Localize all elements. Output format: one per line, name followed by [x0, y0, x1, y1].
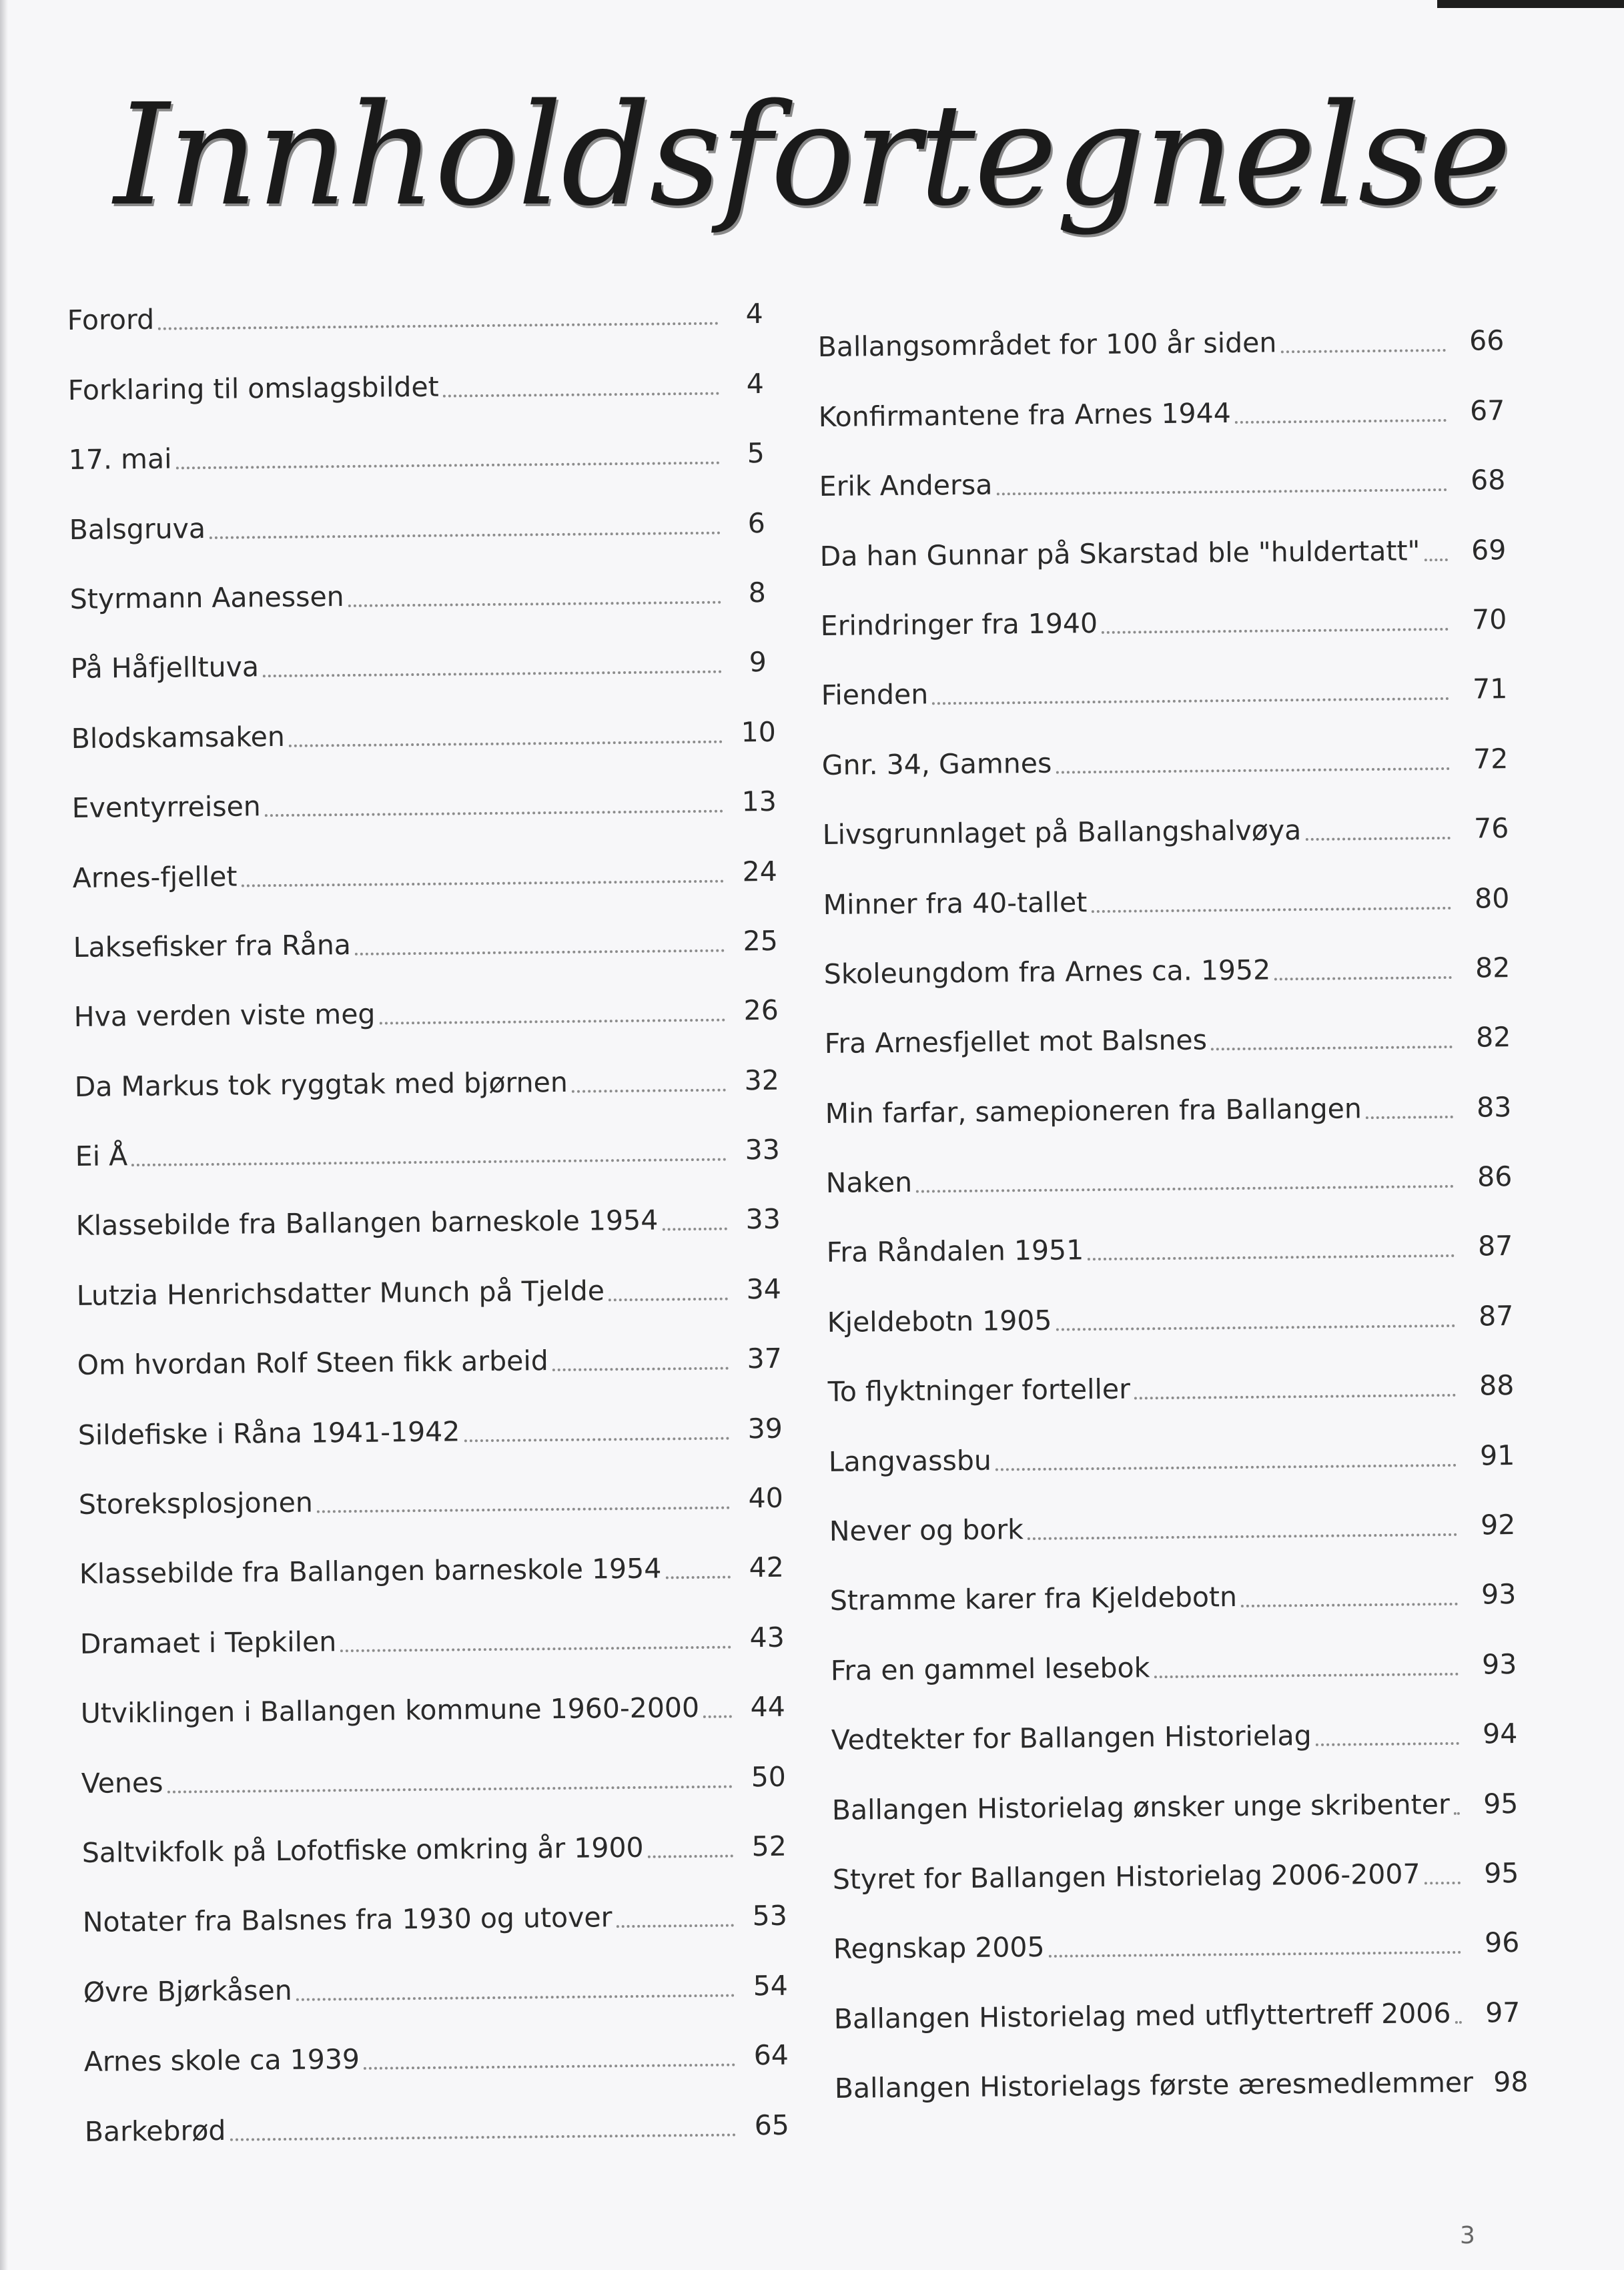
toc-entry — [818, 356, 1519, 432]
toc-entry-title: Lutzia Henrichsdatter Munch på Tjelde — [76, 1274, 605, 1312]
toc-entry-title: Klassebilde fra Ballangen barneskole 1954 — [75, 1204, 659, 1242]
dot-leader — [131, 1158, 727, 1167]
toc-entry-title: 17. mai — [68, 442, 172, 476]
toc-entry-page: 94 — [1482, 1718, 1518, 1750]
toc-entry-title: Fra Råndalen 1951 — [826, 1234, 1084, 1269]
toc-entry-title: Never og bork — [829, 1513, 1024, 1547]
toc-entry — [74, 1026, 789, 1103]
dot-leader — [317, 1507, 730, 1513]
dot-leader — [665, 1576, 731, 1579]
toc-entry — [84, 2071, 799, 2148]
toc-entry-page: 50 — [751, 1760, 787, 1793]
dot-leader — [1211, 1046, 1453, 1050]
toc-entry-page: 33 — [745, 1203, 781, 1236]
toc-entry — [827, 1332, 1529, 1408]
toc-entry-title: Fra Arnesfjellet mot Balsnes — [824, 1024, 1208, 1060]
toc-entry-title: Hva verden viste meg — [73, 998, 376, 1034]
toc-entry-page: 97 — [1485, 1996, 1521, 2029]
toc-entry — [831, 1680, 1532, 1756]
toc-entry — [83, 1932, 797, 2008]
dot-leader — [1056, 767, 1449, 774]
toc-entry-page: 24 — [742, 855, 778, 887]
toc-entry-page: 68 — [1470, 464, 1506, 496]
toc-entry — [76, 1235, 791, 1312]
toc-entry-title: Venes — [81, 1766, 163, 1800]
dot-leader — [1088, 1254, 1455, 1260]
toc-entry-title: Notater fra Balsnes fra 1930 og utover — [82, 1901, 613, 1939]
dot-leader — [1455, 2021, 1462, 2024]
toc-entry-title: Fra en gammel lesebok — [830, 1651, 1150, 1687]
toc-entry-title: Arnes skole ca 1939 — [83, 2043, 360, 2078]
toc-entry-title: Min farfar, samepioneren fra Ballangen — [825, 1092, 1362, 1130]
toc-entry — [73, 957, 788, 1034]
toc-entry-title: Dramaet i Tepkilen — [79, 1625, 337, 1660]
toc-entry — [67, 330, 782, 406]
toc-entry-title: Forord — [67, 304, 155, 337]
dot-leader — [1366, 1116, 1453, 1119]
toc-entry — [67, 260, 781, 337]
toc-entry-title: Regnskap 2005 — [833, 1931, 1045, 1966]
toc-entry-page: 87 — [1477, 1230, 1513, 1263]
dot-leader — [296, 1994, 735, 2000]
toc-entry-title: Stramme karer fra Kjeldebotn — [829, 1581, 1238, 1617]
toc-entry — [822, 775, 1523, 851]
toc-entry-page: 5 — [747, 437, 765, 470]
toc-entry-page: 33 — [745, 1133, 781, 1166]
dot-leader — [348, 601, 721, 607]
toc-entry — [72, 817, 787, 894]
dot-leader — [648, 1855, 733, 1858]
toc-entry — [75, 1096, 789, 1172]
toc-entry-page: 70 — [1471, 603, 1507, 636]
toc-entry-title: Balsgruva — [69, 512, 206, 546]
dot-leader — [210, 531, 721, 538]
toc-entry-title: Kjeldebotn 1905 — [827, 1304, 1052, 1339]
toc-entry-page: 8 — [748, 576, 767, 609]
toc-entry — [821, 635, 1522, 711]
toc-entry — [73, 887, 787, 964]
toc-entry-title: Blodskamsaken — [71, 720, 286, 755]
toc-entry — [81, 1723, 795, 1800]
toc-entry-page: 69 — [1471, 533, 1507, 566]
dot-leader — [263, 671, 722, 678]
toc-entry — [820, 565, 1521, 641]
toc-entry-title: Naken — [825, 1166, 913, 1200]
toc-entry-title: Ei Å — [75, 1140, 128, 1173]
toc-entry-page: 66 — [1469, 324, 1505, 358]
toc-entry-page: 71 — [1472, 673, 1508, 705]
toc-entry — [825, 1123, 1527, 1199]
toc-entry-page: 96 — [1484, 1926, 1520, 1959]
dot-leader — [265, 810, 723, 817]
toc-entry-page: 95 — [1483, 1857, 1519, 1890]
toc-entry-page: 86 — [1477, 1160, 1513, 1193]
toc-entry-title: Skoleungdom fra Arnes ca. 1952 — [823, 954, 1271, 990]
toc-entry — [830, 1610, 1531, 1686]
toc-entry — [825, 1053, 1526, 1129]
toc-entry-title: På Håfjelltuva — [70, 651, 260, 685]
toc-entry-title: To flyktninger forteller — [827, 1373, 1131, 1409]
toc-entry-page: 25 — [743, 924, 779, 958]
toc-entry-title: Fienden — [821, 678, 929, 712]
toc-entry — [829, 1541, 1531, 1617]
dot-leader — [242, 879, 724, 887]
toc-entry — [71, 747, 786, 824]
toc-entry — [823, 913, 1525, 990]
toc-entry-page: 26 — [743, 994, 779, 1027]
toc-entry — [79, 1583, 794, 1660]
toc-entry — [69, 469, 783, 546]
dot-leader — [1280, 349, 1445, 353]
toc-entry-page: 43 — [749, 1621, 785, 1654]
toc-entry — [71, 678, 785, 755]
toc-entry — [75, 1166, 790, 1242]
toc-entry-title: Ballangen Historielag ønsker unge skribenter — [831, 1788, 1451, 1826]
page-top-edge — [1437, 0, 1624, 8]
toc-entry — [832, 1819, 1533, 1895]
dot-leader — [1134, 1394, 1456, 1400]
toc-entry-page: 9 — [749, 646, 767, 679]
dot-leader — [995, 1464, 1457, 1471]
toc-entry — [79, 1514, 793, 1591]
toc-entry-title: Da han Gunnar på Skarstad ble "huldertatt" — [819, 534, 1420, 573]
toc-entry — [831, 1750, 1533, 1826]
toc-entry-title: Ballangen Historielags første æresmedlemmer — [834, 2066, 1474, 2105]
toc-entry-page: 4 — [746, 367, 765, 400]
toc-entry-page: 91 — [1479, 1439, 1515, 1472]
toc-entry-page: 13 — [741, 785, 777, 818]
toc-entry-title: Arnes-fjellet — [72, 860, 238, 894]
toc-entry-title: Minner fra 40-tallet — [823, 885, 1088, 921]
toc-entry — [824, 984, 1525, 1060]
dot-leader — [916, 1185, 1454, 1193]
toc-entry-page: 82 — [1475, 951, 1511, 984]
dot-leader — [340, 1645, 731, 1652]
toc-entry — [70, 609, 785, 685]
toc-entry-title: Styrmann Aanessen — [69, 580, 344, 615]
toc-entry-title: Saltvikfolk på Lofotfiske omkring år 1900 — [81, 1831, 644, 1869]
page-left-edge — [0, 0, 8, 2270]
toc-entry — [77, 1375, 792, 1451]
toc-entry — [823, 844, 1524, 920]
toc-entry-title: Eventyrreisen — [71, 790, 262, 825]
toc-entry-title: Erik Andersa — [819, 468, 993, 503]
toc-entry-page: 67 — [1469, 394, 1505, 427]
dot-leader — [617, 1924, 734, 1928]
dot-leader — [932, 697, 1449, 705]
dot-leader — [1102, 628, 1449, 634]
toc-entry — [829, 1471, 1530, 1547]
toc-left-column — [67, 260, 799, 2148]
dot-leader — [1454, 1812, 1460, 1814]
toc-entry — [77, 1305, 791, 1382]
toc-entry-title: Ballangen Historielag med utflyttertreff 2006 — [833, 1996, 1451, 2035]
toc-entry-title: Da Markus tok ryggtak med bjørnen — [74, 1066, 568, 1103]
toc-entry-page: 54 — [753, 1969, 789, 2002]
toc-entry-page: 6 — [747, 506, 766, 539]
toc-entry-page: 53 — [752, 1900, 788, 1932]
toc-entry-title: Laksefisker fra Råna — [73, 928, 352, 964]
toc-entry-page: 44 — [750, 1690, 786, 1724]
toc-entry-title: Styret for Ballangen Historielag 2006-2007 — [832, 1858, 1420, 1896]
dot-leader — [176, 462, 720, 470]
toc-entry — [80, 1653, 795, 1730]
toc-entry — [833, 1958, 1535, 2034]
toc-entry-page: 10 — [741, 715, 777, 749]
toc-entry — [817, 287, 1519, 363]
page-number: 3 — [1460, 2222, 1475, 2249]
toc-entry-title: Barkebrød — [84, 2114, 226, 2148]
toc-entry-title: Vedtekter for Ballangen Historielag — [831, 1720, 1312, 1757]
toc-entry — [83, 2001, 798, 2078]
dot-leader — [1154, 1673, 1458, 1678]
toc-entry-page: 76 — [1473, 812, 1509, 845]
toc-entry-title: Sildefiske i Råna 1941-1942 — [77, 1415, 460, 1451]
dot-leader — [1425, 1882, 1461, 1885]
toc-entry-title: Forklaring til omslagsbildet — [67, 370, 439, 406]
toc-entry-title: Erindringer fra 1940 — [820, 607, 1098, 642]
dot-leader — [158, 322, 719, 330]
toc-entry — [827, 1262, 1528, 1338]
toc-entry-page: 83 — [1476, 1090, 1512, 1124]
toc-entry-page: 95 — [1483, 1787, 1519, 1820]
dot-leader — [355, 949, 725, 955]
toc-entry-title: Klassebilde fra Ballangen barneskole 1954 — [79, 1552, 662, 1591]
page-title: Innholdsfortegnelse — [113, 73, 1511, 237]
dot-leader — [1235, 419, 1447, 424]
toc-entry-page: 52 — [751, 1830, 787, 1863]
dot-leader — [1028, 1533, 1457, 1540]
toc-entry-page: 72 — [1473, 742, 1509, 775]
toc-entry — [68, 400, 783, 476]
toc-entry-page: 64 — [753, 2038, 789, 2072]
toc-entry-title: Konfirmantene fra Arnes 1944 — [818, 396, 1232, 433]
toc-entry-page: 93 — [1481, 1578, 1517, 1611]
toc-entry-page: 82 — [1475, 1021, 1511, 1054]
toc-right-column — [817, 287, 1535, 2105]
dot-leader — [552, 1367, 729, 1372]
dot-leader — [662, 1228, 727, 1231]
dot-leader — [167, 1785, 733, 1793]
toc-entry — [821, 705, 1523, 781]
toc-entry — [819, 496, 1521, 572]
toc-entry-page: 40 — [748, 1481, 784, 1515]
dot-leader — [572, 1088, 726, 1092]
dot-leader — [1091, 906, 1451, 912]
dot-leader — [996, 488, 1447, 495]
toc-entry-title: Ballangsområdet for 100 år siden — [817, 326, 1277, 364]
toc-entry-page: 32 — [744, 1064, 780, 1096]
toc-entry-title: Livsgrunnlaget på Ballangshalvøya — [822, 814, 1302, 851]
dot-leader — [289, 740, 723, 747]
dot-leader — [443, 392, 719, 397]
toc-entry — [819, 426, 1520, 502]
dot-leader — [1049, 1951, 1461, 1958]
dot-leader — [1316, 1742, 1459, 1746]
toc-entry — [81, 1792, 796, 1869]
toc-entry — [833, 1889, 1534, 1965]
dot-leader — [230, 2133, 736, 2141]
dot-leader — [1241, 1603, 1458, 1607]
dot-leader — [364, 2064, 735, 2070]
toc-entry-page: 88 — [1479, 1369, 1515, 1402]
toc-entry — [78, 1444, 793, 1521]
toc-entry-page: 39 — [747, 1412, 783, 1445]
toc-entry — [826, 1192, 1527, 1268]
toc-entry — [82, 1862, 797, 1939]
dot-leader — [1056, 1325, 1455, 1331]
toc-entry-page: 87 — [1478, 1299, 1514, 1333]
toc-entry-title: Storeksplosjonen — [78, 1486, 314, 1521]
toc-entry-page: 80 — [1474, 881, 1510, 915]
toc-entry-page: 65 — [754, 2109, 790, 2141]
toc-entry-page: 42 — [749, 1551, 785, 1584]
toc-entry-title: Langvassbu — [828, 1444, 992, 1478]
dot-leader — [1274, 976, 1452, 981]
dot-leader — [464, 1437, 729, 1442]
toc-entry-title: Gnr. 34, Gamnes — [821, 747, 1052, 781]
toc-entry-page: 92 — [1480, 1509, 1516, 1541]
toc-entry — [834, 2028, 1535, 2105]
toc-entry-page: 98 — [1493, 2066, 1529, 2099]
toc-entry — [828, 1401, 1529, 1477]
toc-entry-page: 4 — [745, 298, 764, 330]
toc-entry-page: 93 — [1481, 1647, 1517, 1681]
toc-entry-title: Øvre Bjørkåsen — [83, 1974, 292, 2008]
toc-entry-page: 37 — [747, 1343, 783, 1375]
dot-leader — [1305, 837, 1450, 841]
toc-entry — [69, 538, 784, 615]
toc-entry-page: 34 — [746, 1272, 782, 1306]
dot-leader — [608, 1297, 728, 1301]
toc-entry-title: Utviklingen i Ballangen kommune 1960-2000 — [80, 1691, 700, 1730]
dot-leader — [380, 1019, 725, 1025]
dot-leader — [703, 1716, 732, 1718]
toc-entry-title: Om hvordan Rolf Steen fikk arbeid — [77, 1345, 549, 1382]
dot-leader — [1424, 558, 1447, 561]
